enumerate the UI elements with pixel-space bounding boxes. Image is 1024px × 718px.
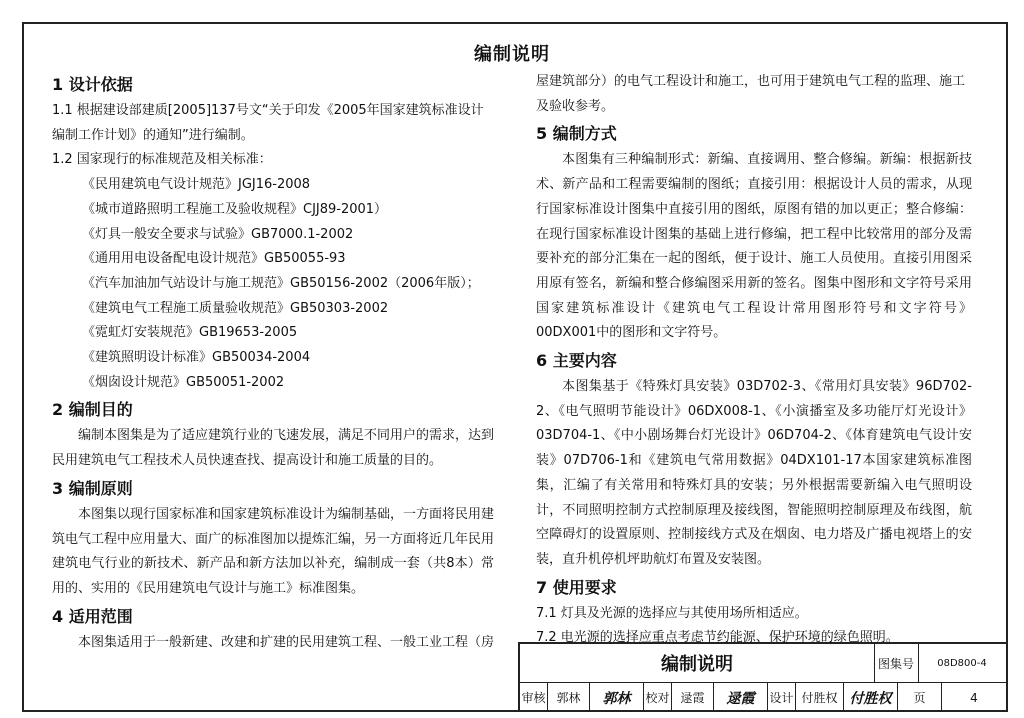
reviewer-signature: 郭林 [590,683,644,712]
atlas-number: 08D800-4 [937,657,987,669]
clause-1-2: 1.2 国家现行的标准规范及相关标准： [52,152,272,168]
reference-item: 《民用建筑电气设计规范》JGJ16-2008 [82,177,311,193]
clause-7-2: 7.2 电光源的选择应重点考虑节约能源、保护环境的绿色照明。 [536,630,899,646]
section-6-heading: 6 主要内容 [536,351,617,371]
reference-item: 《烟囱设计规范》GB50051-2002 [82,374,285,390]
section-5-text: 本图集有三种编制形式：新编、直接调用、整合修编。新编：根据新技术、新产品和工程需要编制的图纸；直接引用：根据设计人员的需求，从现行国家标准设计图集中直接引用的图纸，原图有错的加以更正；整合修编：在现行国家标准设计图集的基础上进行修编，把工程中比较常用的部分及需要补充的部分汇集在一起的图纸，便于设计、施工人员使用。直接引用图采用原有签名，新编和整合修编图采用新的签名。图集中图形和文字符号采用国家建筑标准设计《建筑电气工程设计常用图形符号和文字符号》00DX001中的图形和文字符号。 [536,152,972,341]
page-number: 4 [970,690,978,705]
section-4-continued: 屋建筑部分）的电气工程设计和施工，也可用于建筑电气工程的监理、施工及验收参考。 [536,74,966,114]
atlas-number-label: 图集号 [874,644,919,682]
reference-item: 《建筑照明设计标准》GB50034-2004 [82,350,311,366]
designer-name: 付胜权 [796,683,844,712]
section-4-text: 本图集适用于一般新建、改建和扩建的民用建筑工程、一般工业工程（房 [78,634,495,650]
designer-signature: 付胜权 [844,683,898,712]
check-label: 校对 [644,683,672,712]
signature-row [520,683,1006,712]
clause-1-1: 1.1 根据建设部建质[2005]137号文“关于印发《2005年国家建筑标准设计编制工作计划》的通知”进行编制。 [52,103,484,143]
section-6-text: 本图集基于《特殊灯具安装》03D702-3、《常用灯具安装》96D702-2、《电气照明节能设计》06DX008-1、《小演播室及多功能厅灯光设计》03D704-1、《中小剧场舞台灯光设计》06D704-2、《体育建筑电气设计安装》07D706-1和《建筑电气常用数据》04DX101-17本国家建筑标准图集，汇编了有关常用和特殊灯具的安装；另外根据需要新编入电气照明设计，不同照明控制方式控制原理及接线图，智能照明控制原理及布线图，航空障碍灯的设置原则、控制接线方式及在烟囱、电力塔及广播电视塔上的安装，直升机停机坪助航灯布置及安装图。 [536,379,972,567]
reference-item: 《城市道路照明工程施工及验收规程》CJJ89-2001） [82,201,388,217]
section-4-heading: 4 适用范围 [52,606,133,626]
page-label: 页 [898,683,942,712]
checker-name: 逯霞 [672,683,714,712]
reference-item: 《灯具一般安全要求与试验》GB7000.1-2002 [82,226,354,242]
reference-item: 《通用用电设备配电设计规范》GB50055-93 [82,251,346,267]
left-column [52,70,494,655]
design-label: 设计 [768,683,796,712]
right-column [536,70,972,651]
section-1-heading: 1 设计依据 [52,75,133,94]
section-7-heading: 7 使用要求 [536,577,617,597]
document-title: 编制说明 [474,44,550,65]
section-5-heading: 5 编制方式 [536,124,617,144]
reviewer-name: 郭林 [548,683,590,712]
title-block-name: 编制说明 [520,644,875,682]
section-2-text: 编制本图集是为了适应建筑行业的飞速发展，满足不同用户的需求，达到民用建筑电气工程技术人员快速查找、提高设计和施工质量的目的。 [52,428,495,469]
reference-item: 《汽车加油加气站设计与施工规范》GB50156-2002（2006年版）； [82,275,480,291]
checker-signature: 逯霞 [714,683,768,712]
section-2-heading: 2 编制目的 [52,400,133,420]
title-block [518,642,1006,710]
reference-item: 《霓虹灯安装规范》GB19653-2005 [82,325,298,341]
clause-7-1: 7.1 灯具及光源的选择应与其使用场所相适应。 [536,605,808,621]
reference-item: 《建筑电气工程施工质量验收规范》GB50303-2002 [82,300,389,316]
section-3-text: 本图集以现行国家标准和国家建筑标准设计为编制基础，一方面将民用建筑电气工程中应用量大、面广的标准图加以提炼汇编，另一方面将近几年民用建筑电气行业的新技术、新产品和新方法加以补充，编制成一套（共8本）常用的、实用的《民用建筑电气设计与施工》标准图集。 [52,506,495,596]
section-3-heading: 3 编制原则 [52,478,133,498]
review-label: 审核 [520,683,548,712]
